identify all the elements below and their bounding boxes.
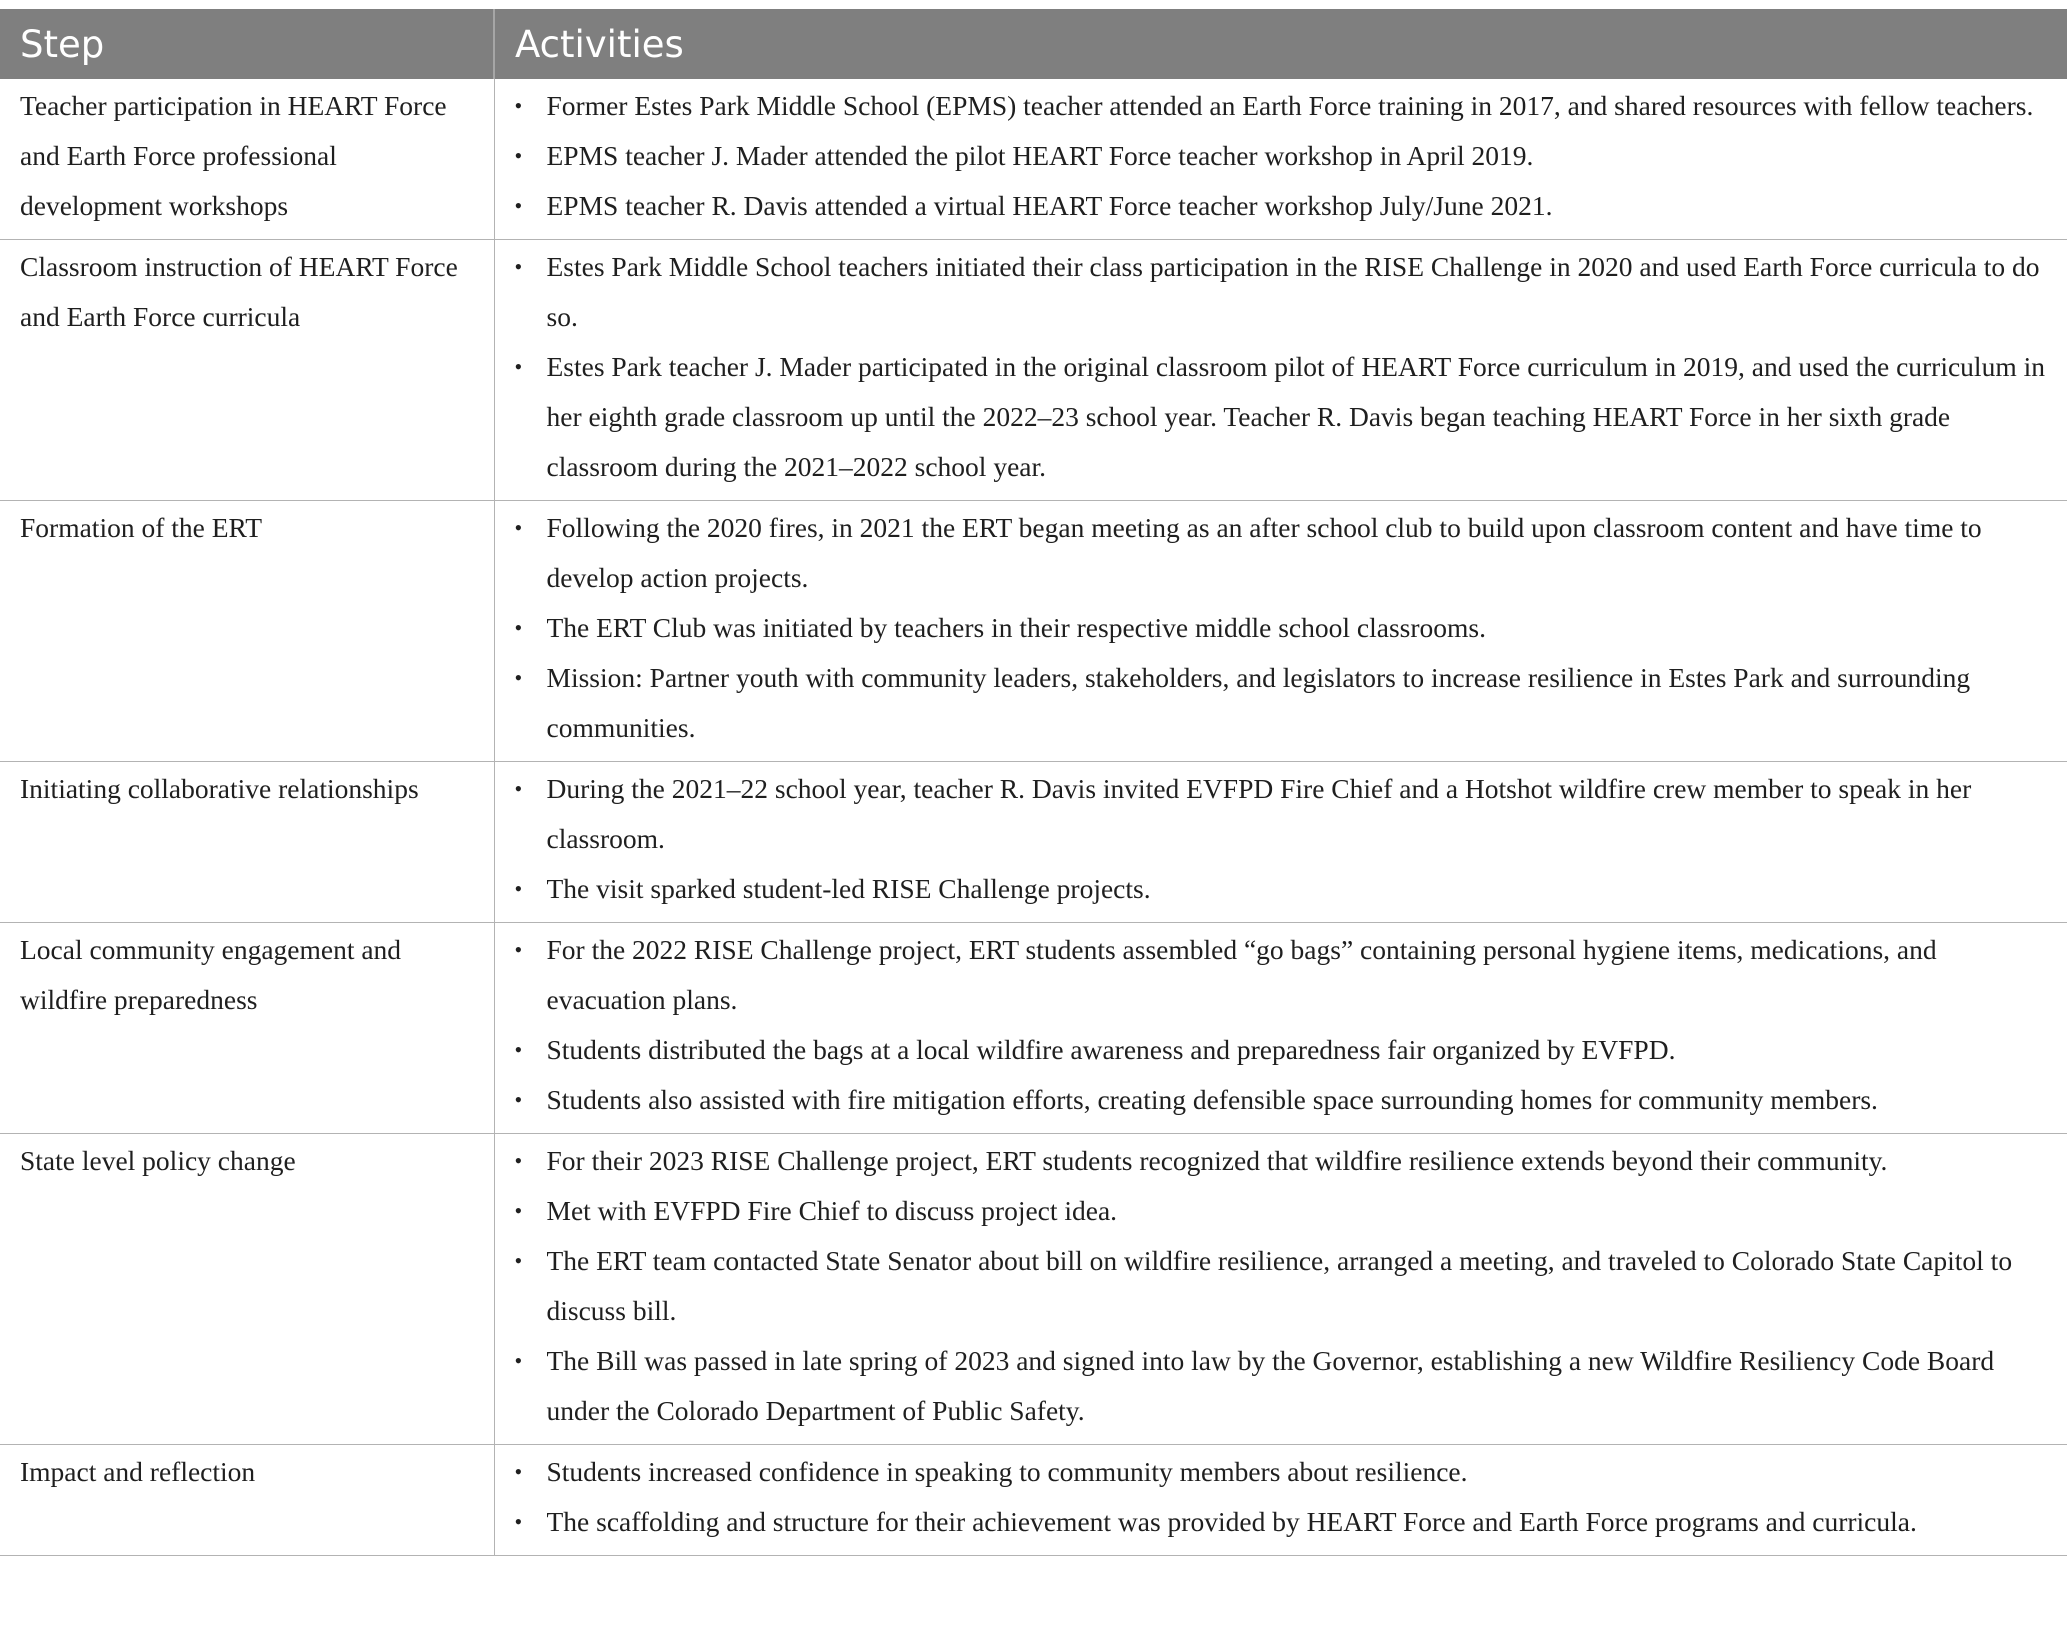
table-row — [0, 501, 2067, 762]
activity-item: • Estes Park teacher J. Mader participated in the original classroom pilot of HEART Force curriculum in 2019, and used the curriculum in her eighth grade classroom up until the 2022–23 school year. Teacher R. Davis began teaching HEART Force in her sixth grade classroom during the 2021–2022 school year. — [515, 342, 2054, 492]
activities-list — [515, 242, 2054, 492]
activity-item: • Estes Park Middle School teachers initiated their class participation in the RISE Challenge in 2020 and used Earth Force curricula to do so. — [515, 242, 2054, 342]
activity-item: • The scaffolding and structure for their achievement was provided by HEART Force and Earth Force programs and curricula. — [515, 1497, 2054, 1547]
activities-cell — [494, 923, 2067, 1134]
steps-table-container — [0, 9, 2067, 1556]
activities-list — [515, 925, 2054, 1125]
activities-cell — [494, 1134, 2067, 1445]
activity-item: • Met with EVFPD Fire Chief to discuss project idea. — [515, 1186, 2054, 1236]
activity-item: • For the 2022 RISE Challenge project, ERT students assembled “go bags” containing personal hygiene items, medications, and evacuation plans. — [515, 925, 2054, 1025]
activities-list — [515, 503, 2054, 753]
activity-item: • Students distributed the bags at a local wildfire awareness and preparedness fair organized by EVFPD. — [515, 1025, 2054, 1075]
activity-item: • Mission: Partner youth with community leaders, stakeholders, and legislators to increase resilience in Estes Park and surrounding communities. — [515, 653, 2054, 753]
activity-item: • Following the 2020 fires, in 2021 the ERT began meeting as an after school club to build upon classroom content and have time to develop action projects. — [515, 503, 2054, 603]
activities-list — [515, 1136, 2054, 1436]
table-body — [0, 79, 2067, 1556]
table-row — [0, 1134, 2067, 1445]
activities-cell — [494, 79, 2067, 240]
table-row — [0, 762, 2067, 923]
step-cell: Initiating collaborative relationships — [0, 762, 494, 923]
activities-cell — [494, 1445, 2067, 1556]
activity-item: • Former Estes Park Middle School (EPMS) teacher attended an Earth Force training in 2017, and shared resources with fellow teachers. — [515, 81, 2054, 131]
step-cell: Formation of the ERT — [0, 501, 494, 762]
table-header-row — [0, 9, 2067, 79]
activities-list — [515, 764, 2054, 914]
table-row — [0, 1445, 2067, 1556]
activity-item: • During the 2021–22 school year, teacher R. Davis invited EVFPD Fire Chief and a Hotshot wildfire crew member to speak in her classroom. — [515, 764, 2054, 864]
activity-item: • Students also assisted with fire mitigation efforts, creating defensible space surrounding homes for community members. — [515, 1075, 2054, 1125]
column-header-step: Step — [0, 9, 494, 79]
activity-item: • The Bill was passed in late spring of 2023 and signed into law by the Governor, establishing a new Wildfire Resiliency Code Board under the Colorado Department of Public Safety. — [515, 1336, 2054, 1436]
activity-item: • Students increased confidence in speaking to community members about resilience. — [515, 1447, 2054, 1497]
step-cell: Local community engagement and wildfire preparedness — [0, 923, 494, 1134]
column-header-activities: Activities — [494, 9, 2067, 79]
step-cell: Teacher participation in HEART Force and Earth Force professional development workshops — [0, 79, 494, 240]
step-cell: Classroom instruction of HEART Force and Earth Force curricula — [0, 240, 494, 501]
activity-item: • For their 2023 RISE Challenge project, ERT students recognized that wildfire resilience extends beyond their community. — [515, 1136, 2054, 1186]
step-cell: Impact and reflection — [0, 1445, 494, 1556]
activity-item: • EPMS teacher R. Davis attended a virtual HEART Force teacher workshop July/June 2021. — [515, 181, 2054, 231]
activity-item: • The ERT Club was initiated by teachers in their respective middle school classrooms. — [515, 603, 2054, 653]
activity-item: • The visit sparked student-led RISE Challenge projects. — [515, 864, 2054, 914]
step-cell: State level policy change — [0, 1134, 494, 1445]
activity-item: • The ERT team contacted State Senator about bill on wildfire resilience, arranged a meeting, and traveled to Colorado State Capitol to discuss bill. — [515, 1236, 2054, 1336]
activities-list — [515, 1447, 2054, 1547]
activities-cell — [494, 762, 2067, 923]
table-row — [0, 240, 2067, 501]
activity-item: • EPMS teacher J. Mader attended the pilot HEART Force teacher workshop in April 2019. — [515, 131, 2054, 181]
steps-activities-table — [0, 9, 2067, 1556]
table-header — [0, 9, 2067, 79]
table-row — [0, 79, 2067, 240]
activities-cell — [494, 501, 2067, 762]
activities-cell — [494, 240, 2067, 501]
activities-list — [515, 81, 2054, 231]
table-row — [0, 923, 2067, 1134]
